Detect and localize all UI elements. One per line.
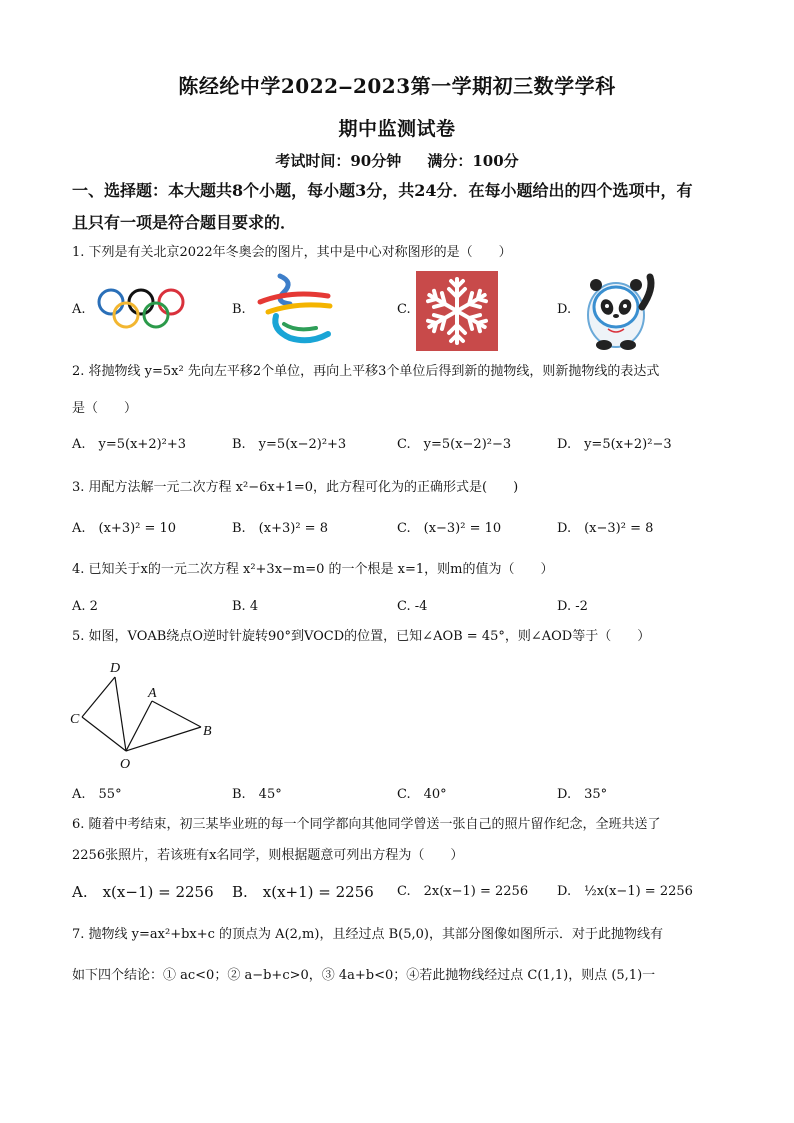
segment-ab	[152, 701, 201, 727]
exam-info: 考试时间：90分钟 满分：100分	[275, 152, 519, 170]
olympic-rings-image	[95, 286, 189, 332]
q6-option-b: B. x(x+1) = 2256	[232, 883, 374, 901]
q4-option-d: D. -2	[557, 599, 588, 614]
question-5-text: 5. 如图，VOAB绕点O逆时针旋转90°到VOCD的位置，已知∠AOB = 45°，则∠AOD等于（ ）	[72, 629, 651, 644]
label-b: B	[203, 724, 212, 739]
question-7-line1: 7. 抛物线 y=ax²+bx+c 的顶点为 A(2,m)，且经过点 B(5,0)，其部分图像如图所示．对于此抛物线有	[72, 927, 663, 942]
q1-option-c-label: C.	[397, 302, 411, 317]
segment-dc	[82, 677, 115, 717]
q2-option-d: D. y=5(x+2)²−3	[557, 437, 672, 452]
exam-subtitle: 期中监测试卷	[338, 118, 456, 140]
question-2-line1: 2. 将抛物线 y=5x² 先向左平移2个单位，再向上平移3个单位后得到新的抛物线，则新抛物线的表达式	[72, 364, 660, 379]
q1-option-b-label: B.	[232, 302, 246, 317]
q2-option-c: C. y=5(x−2)²−3	[397, 437, 512, 452]
q3-option-b: B. (x+3)² = 8	[232, 521, 328, 536]
q4-option-c: C. -4	[397, 599, 428, 614]
label-c: C	[70, 712, 80, 727]
q3-option-d: D. (x−3)² = 8	[557, 521, 654, 536]
question-2-line2: 是（ ）	[72, 401, 138, 416]
q6-option-a: A. x(x−1) = 2256	[72, 883, 214, 901]
q6-option-d: D. ½x(x−1) = 2256	[557, 884, 693, 899]
question-6-line1: 6. 随着中考结束，初三某毕业班的每一个同学都向其他同学曾送一张自己的照片留作纪念，全班共送了	[72, 817, 661, 832]
question-3-text: 3. 用配方法解一元二次方程 x²−6x+1=0，此方程可化为的正确形式是( )	[72, 480, 519, 495]
label-a: A	[148, 686, 157, 701]
section-heading-line2: 且只有一项是符合题目要求的．	[72, 213, 297, 232]
section-heading-line1: 一、选择题：本大题共8个小题，每小题3分，共24分．在每小题给出的四个选项中，有	[72, 181, 693, 200]
q6-option-c: C. 2x(x−1) = 2256	[397, 884, 529, 899]
winter-olympics-emblem-image	[250, 272, 334, 348]
q3-option-a: A. (x+3)² = 10	[72, 521, 177, 536]
question-1-text: 1. 下列是有关北京2022年冬奥会的图片，其中是中心对称图形的是（ ）	[72, 245, 512, 260]
q5-option-b: B. 45°	[232, 787, 282, 802]
question-7-line2: 如下四个结论：① ac<0；② a−b+c>0，③ 4a+b<0；④若此抛物线经过点 C(1,1)，则点 (5,1)一	[72, 968, 656, 983]
segment-od	[115, 677, 126, 751]
q5-option-a: A. 55°	[72, 787, 122, 802]
rotation-figure	[68, 655, 228, 775]
q4-option-a: A. 2	[72, 599, 98, 614]
question-6-line2: 2256张照片，若该班有x名同学，则根据题意可列出方程为（ ）	[72, 848, 464, 863]
q4-option-b: B. 4	[232, 599, 259, 614]
q2-option-a: A. y=5(x+2)²+3	[72, 437, 187, 452]
label-o: O	[120, 757, 131, 772]
segment-co	[82, 717, 126, 751]
q2-option-b: B. y=5(x−2)²+3	[232, 437, 347, 452]
q1-option-d-label: D.	[557, 302, 572, 317]
label-d: D	[110, 661, 121, 676]
bing-dwen-dwen-mascot-image	[578, 267, 664, 353]
q5-option-d: D. 35°	[557, 787, 608, 802]
question-4-text: 4. 已知关于x的一元二次方程 x²+3x−m=0 的一个根是 x=1，则m的值为（ ）	[72, 562, 554, 577]
q5-option-c: C. 40°	[397, 787, 447, 802]
snowflake-image	[416, 271, 498, 351]
q1-option-a-label: A.	[72, 302, 86, 317]
q3-option-c: C. (x−3)² = 10	[397, 521, 502, 536]
exam-title: 陈经纶中学2022‒2023第一学期初三数学学科	[178, 74, 616, 98]
